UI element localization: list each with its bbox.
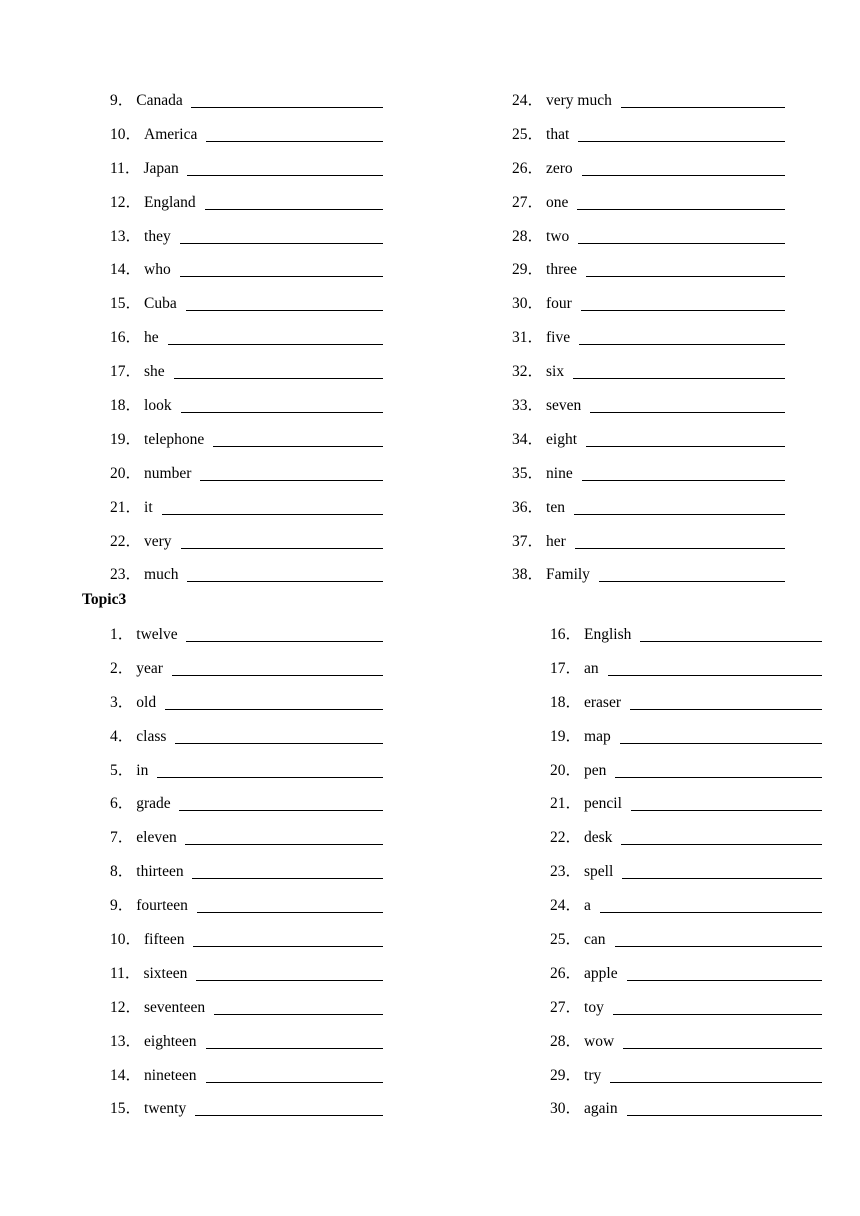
answer-blank[interactable] bbox=[579, 344, 785, 345]
answer-blank[interactable] bbox=[590, 412, 785, 413]
topic2-left-column bbox=[110, 84, 390, 592]
item-word: six bbox=[546, 363, 565, 381]
answer-blank[interactable] bbox=[621, 844, 822, 845]
item-number: 21． bbox=[110, 498, 142, 516]
vocab-item bbox=[110, 253, 390, 287]
vocab-item bbox=[512, 423, 792, 457]
vocab-item bbox=[550, 1025, 830, 1059]
item-number: 3． bbox=[110, 693, 134, 711]
item-word: English bbox=[584, 626, 632, 643]
vocab-item bbox=[512, 491, 792, 525]
answer-blank[interactable] bbox=[165, 709, 383, 710]
item-number: 35． bbox=[512, 464, 544, 482]
item-number: 21． bbox=[550, 795, 582, 813]
answer-blank[interactable] bbox=[181, 412, 383, 413]
item-word: nine bbox=[546, 464, 573, 482]
item-number: 25． bbox=[512, 125, 544, 143]
answer-blank[interactable] bbox=[186, 310, 383, 311]
item-number: 19． bbox=[110, 430, 142, 448]
item-number: 34． bbox=[512, 430, 544, 448]
vocab-item bbox=[512, 220, 792, 254]
item-word: look bbox=[144, 397, 172, 415]
item-word: pen bbox=[584, 761, 607, 779]
answer-blank[interactable] bbox=[193, 946, 383, 947]
item-word: thirteen bbox=[136, 863, 184, 881]
item-number: 23． bbox=[550, 863, 582, 881]
item-word: wow bbox=[584, 1032, 615, 1050]
item-number: 14． bbox=[110, 1066, 142, 1084]
item-number: 15． bbox=[110, 295, 142, 313]
answer-blank[interactable] bbox=[631, 810, 822, 811]
item-number: 28． bbox=[512, 227, 544, 245]
vocab-item bbox=[550, 754, 830, 788]
item-number: 22． bbox=[110, 532, 142, 550]
answer-blank[interactable] bbox=[600, 912, 822, 913]
item-word: Family bbox=[546, 566, 590, 584]
item-word: Cuba bbox=[144, 295, 177, 313]
item-number: 11． bbox=[110, 964, 141, 982]
answer-blank[interactable] bbox=[640, 641, 822, 642]
answer-blank[interactable] bbox=[586, 446, 785, 447]
answer-blank[interactable] bbox=[581, 310, 785, 311]
item-word: old bbox=[136, 693, 157, 711]
answer-blank[interactable] bbox=[205, 209, 383, 210]
vocab-item bbox=[550, 821, 830, 855]
item-number: 36． bbox=[512, 498, 544, 516]
item-word: nineteen bbox=[144, 1066, 197, 1084]
item-number: 29． bbox=[512, 261, 544, 279]
answer-blank[interactable] bbox=[623, 1048, 822, 1049]
vocab-item bbox=[512, 389, 792, 423]
item-number: 32． bbox=[512, 363, 544, 381]
item-number: 19． bbox=[550, 727, 582, 745]
item-number: 2． bbox=[110, 659, 134, 677]
item-word: he bbox=[144, 329, 159, 347]
answer-blank[interactable] bbox=[615, 946, 822, 947]
vocab-item bbox=[110, 84, 390, 118]
topic3-left-column bbox=[110, 618, 390, 1126]
item-number: 5． bbox=[110, 761, 134, 779]
answer-blank[interactable] bbox=[574, 514, 785, 515]
vocab-item bbox=[110, 558, 390, 592]
answer-blank[interactable] bbox=[206, 1082, 383, 1083]
item-number: 24． bbox=[512, 92, 544, 109]
answer-blank[interactable] bbox=[630, 709, 822, 710]
item-number: 12． bbox=[110, 193, 142, 211]
vocab-item bbox=[512, 457, 792, 491]
vocab-item bbox=[512, 287, 792, 321]
vocab-item bbox=[110, 686, 390, 720]
item-number: 22． bbox=[550, 829, 582, 847]
item-word: very bbox=[144, 532, 172, 550]
answer-blank[interactable] bbox=[191, 107, 383, 108]
answer-blank[interactable] bbox=[578, 141, 785, 142]
item-number: 20． bbox=[110, 464, 142, 482]
answer-blank[interactable] bbox=[586, 276, 785, 277]
answer-blank[interactable] bbox=[174, 378, 383, 379]
vocab-item bbox=[550, 923, 830, 957]
vocab-item bbox=[110, 525, 390, 559]
vocab-item bbox=[110, 220, 390, 254]
vocab-item bbox=[550, 652, 830, 686]
vocab-item bbox=[512, 118, 792, 152]
item-number: 7． bbox=[110, 829, 134, 847]
item-number: 30． bbox=[512, 295, 544, 313]
item-word: desk bbox=[584, 829, 613, 847]
vocab-item bbox=[550, 889, 830, 923]
answer-blank[interactable] bbox=[610, 1082, 822, 1083]
item-number: 20． bbox=[550, 761, 582, 779]
vocab-item bbox=[110, 491, 390, 525]
vocab-item bbox=[110, 991, 390, 1025]
vocab-item bbox=[110, 821, 390, 855]
item-number: 12． bbox=[110, 998, 142, 1016]
answer-blank[interactable] bbox=[196, 980, 383, 981]
vocab-item bbox=[110, 652, 390, 686]
vocab-item bbox=[512, 321, 792, 355]
answer-blank[interactable] bbox=[206, 1048, 383, 1049]
item-word: year bbox=[136, 659, 163, 677]
answer-blank[interactable] bbox=[157, 777, 383, 778]
item-number: 17． bbox=[550, 659, 582, 677]
answer-blank[interactable] bbox=[608, 675, 822, 676]
item-word: can bbox=[584, 931, 606, 949]
item-word: class bbox=[136, 727, 167, 745]
vocab-item bbox=[110, 754, 390, 788]
item-number: 25． bbox=[550, 931, 582, 949]
answer-blank[interactable] bbox=[195, 1115, 383, 1116]
item-word: one bbox=[546, 193, 569, 211]
vocab-item bbox=[110, 457, 390, 491]
answer-blank[interactable] bbox=[575, 548, 785, 549]
answer-blank[interactable] bbox=[168, 344, 383, 345]
item-number: 17． bbox=[110, 363, 142, 381]
answer-blank[interactable] bbox=[179, 810, 383, 811]
vocab-item bbox=[110, 423, 390, 457]
answer-blank[interactable] bbox=[181, 548, 383, 549]
item-number: 10． bbox=[110, 125, 142, 143]
item-number: 26． bbox=[550, 964, 582, 982]
item-number: 30． bbox=[550, 1100, 582, 1118]
item-number: 18． bbox=[550, 693, 582, 711]
item-number: 29． bbox=[550, 1066, 582, 1084]
item-word: ten bbox=[546, 498, 565, 516]
answer-blank[interactable] bbox=[200, 480, 383, 481]
item-word: zero bbox=[546, 159, 573, 177]
answer-blank[interactable] bbox=[214, 1014, 383, 1015]
item-word: England bbox=[144, 193, 196, 211]
vocab-item bbox=[110, 618, 390, 652]
vocab-item bbox=[110, 923, 390, 957]
item-number: 4． bbox=[110, 727, 134, 745]
item-word: in bbox=[136, 761, 149, 779]
item-number: 38． bbox=[512, 566, 544, 584]
item-number: 14． bbox=[110, 261, 142, 279]
answer-blank[interactable] bbox=[615, 777, 822, 778]
vocab-item bbox=[110, 1092, 390, 1126]
item-number: 23． bbox=[110, 566, 142, 584]
item-word: twelve bbox=[136, 626, 178, 643]
item-word: her bbox=[546, 532, 566, 550]
item-word: eraser bbox=[584, 693, 622, 711]
item-number: 16． bbox=[110, 329, 142, 347]
item-word: seven bbox=[546, 397, 582, 415]
vocab-item bbox=[512, 186, 792, 220]
vocab-item bbox=[110, 287, 390, 321]
item-number: 27． bbox=[550, 998, 582, 1016]
vocab-item bbox=[512, 558, 792, 592]
answer-blank[interactable] bbox=[172, 675, 383, 676]
item-word: eleven bbox=[136, 829, 177, 847]
item-word: who bbox=[144, 261, 171, 279]
item-word: toy bbox=[584, 998, 604, 1016]
item-number: 33． bbox=[512, 397, 544, 415]
item-word: three bbox=[546, 261, 577, 279]
item-number: 15． bbox=[110, 1100, 142, 1118]
vocab-item bbox=[110, 186, 390, 220]
answer-blank[interactable] bbox=[206, 141, 383, 142]
answer-blank[interactable] bbox=[187, 581, 383, 582]
item-word: fourteen bbox=[136, 897, 188, 915]
answer-blank[interactable] bbox=[175, 743, 383, 744]
answer-blank[interactable] bbox=[180, 276, 383, 277]
item-word: very much bbox=[546, 92, 612, 109]
vocab-item bbox=[512, 525, 792, 559]
item-number: 6． bbox=[110, 795, 134, 813]
vocab-item bbox=[550, 1092, 830, 1126]
vocab-item bbox=[110, 152, 390, 186]
answer-blank[interactable] bbox=[622, 878, 822, 879]
answer-blank[interactable] bbox=[627, 1115, 822, 1116]
answer-blank[interactable] bbox=[620, 743, 822, 744]
item-word: map bbox=[584, 727, 611, 745]
item-number: 18． bbox=[110, 397, 142, 415]
item-number: 1． bbox=[110, 626, 134, 643]
item-word: spell bbox=[584, 863, 614, 881]
answer-blank[interactable] bbox=[627, 980, 822, 981]
answer-blank[interactable] bbox=[582, 175, 785, 176]
vocab-item bbox=[110, 389, 390, 423]
item-word: pencil bbox=[584, 795, 622, 813]
answer-blank[interactable] bbox=[187, 175, 383, 176]
vocab-item bbox=[512, 84, 792, 118]
answer-blank[interactable] bbox=[197, 912, 383, 913]
item-word: eight bbox=[546, 430, 578, 448]
item-word: a bbox=[584, 897, 591, 915]
answer-blank[interactable] bbox=[613, 1014, 822, 1015]
item-number: 37． bbox=[512, 532, 544, 550]
item-number: 31． bbox=[512, 329, 544, 347]
answer-blank[interactable] bbox=[192, 878, 383, 879]
topic2-right-column bbox=[512, 84, 792, 592]
answer-blank[interactable] bbox=[599, 581, 785, 582]
vocab-item bbox=[512, 355, 792, 389]
vocab-item bbox=[110, 957, 390, 991]
item-word: again bbox=[584, 1100, 618, 1118]
vocab-item bbox=[110, 889, 390, 923]
answer-blank[interactable] bbox=[213, 446, 383, 447]
item-word: much bbox=[144, 566, 179, 584]
item-number: 8． bbox=[110, 863, 134, 881]
vocab-item bbox=[550, 855, 830, 889]
item-number: 11． bbox=[110, 159, 141, 177]
vocab-item bbox=[110, 720, 390, 754]
item-word: number bbox=[144, 464, 192, 482]
item-word: an bbox=[584, 659, 599, 677]
answer-blank[interactable] bbox=[162, 514, 383, 515]
item-word: fifteen bbox=[144, 931, 185, 949]
vocab-item bbox=[550, 720, 830, 754]
answer-blank[interactable] bbox=[621, 107, 785, 108]
item-number: 10． bbox=[110, 931, 142, 949]
item-word: Canada bbox=[136, 92, 183, 109]
vocab-item bbox=[550, 1059, 830, 1093]
vocab-item bbox=[110, 787, 390, 821]
answer-blank[interactable] bbox=[578, 243, 785, 244]
answer-blank[interactable] bbox=[573, 378, 785, 379]
item-number: 24． bbox=[550, 897, 582, 915]
vocab-item bbox=[110, 855, 390, 889]
item-number: 13． bbox=[110, 227, 142, 245]
item-word: that bbox=[546, 125, 570, 143]
item-word: apple bbox=[584, 964, 618, 982]
item-word: it bbox=[144, 498, 153, 516]
item-word: sixteen bbox=[143, 964, 188, 982]
item-number: 9． bbox=[110, 92, 134, 109]
vocab-item bbox=[550, 686, 830, 720]
item-word: she bbox=[144, 363, 165, 381]
item-word: twenty bbox=[144, 1100, 187, 1118]
answer-blank[interactable] bbox=[185, 844, 383, 845]
answer-blank[interactable] bbox=[577, 209, 785, 210]
item-number: 13． bbox=[110, 1032, 142, 1050]
item-number: 16． bbox=[550, 626, 582, 643]
item-word: eighteen bbox=[144, 1032, 197, 1050]
vocab-item bbox=[550, 787, 830, 821]
vocab-item bbox=[550, 991, 830, 1025]
item-word: five bbox=[546, 329, 571, 347]
answer-blank[interactable] bbox=[180, 243, 383, 244]
item-number: 27． bbox=[512, 193, 544, 211]
item-word: four bbox=[546, 295, 572, 313]
vocab-item bbox=[512, 152, 792, 186]
vocab-item bbox=[550, 957, 830, 991]
item-word: try bbox=[584, 1066, 602, 1084]
item-word: America bbox=[144, 125, 198, 143]
item-word: grade bbox=[136, 795, 171, 813]
item-number: 9． bbox=[110, 897, 134, 915]
vocab-item bbox=[110, 118, 390, 152]
item-word: seventeen bbox=[144, 998, 206, 1016]
vocab-item bbox=[550, 618, 830, 652]
vocab-item bbox=[110, 1025, 390, 1059]
topic3-heading: Topic3 bbox=[82, 591, 127, 608]
vocab-item bbox=[110, 1059, 390, 1093]
item-number: 26． bbox=[512, 159, 544, 177]
answer-blank[interactable] bbox=[582, 480, 785, 481]
topic3-right-column bbox=[550, 618, 830, 1126]
vocab-item bbox=[512, 253, 792, 287]
item-word: telephone bbox=[144, 430, 205, 448]
item-word: they bbox=[144, 227, 171, 245]
item-word: Japan bbox=[143, 159, 179, 177]
item-number: 28． bbox=[550, 1032, 582, 1050]
vocab-item bbox=[110, 321, 390, 355]
item-word: two bbox=[546, 227, 570, 245]
answer-blank[interactable] bbox=[186, 641, 383, 642]
vocab-item bbox=[110, 355, 390, 389]
